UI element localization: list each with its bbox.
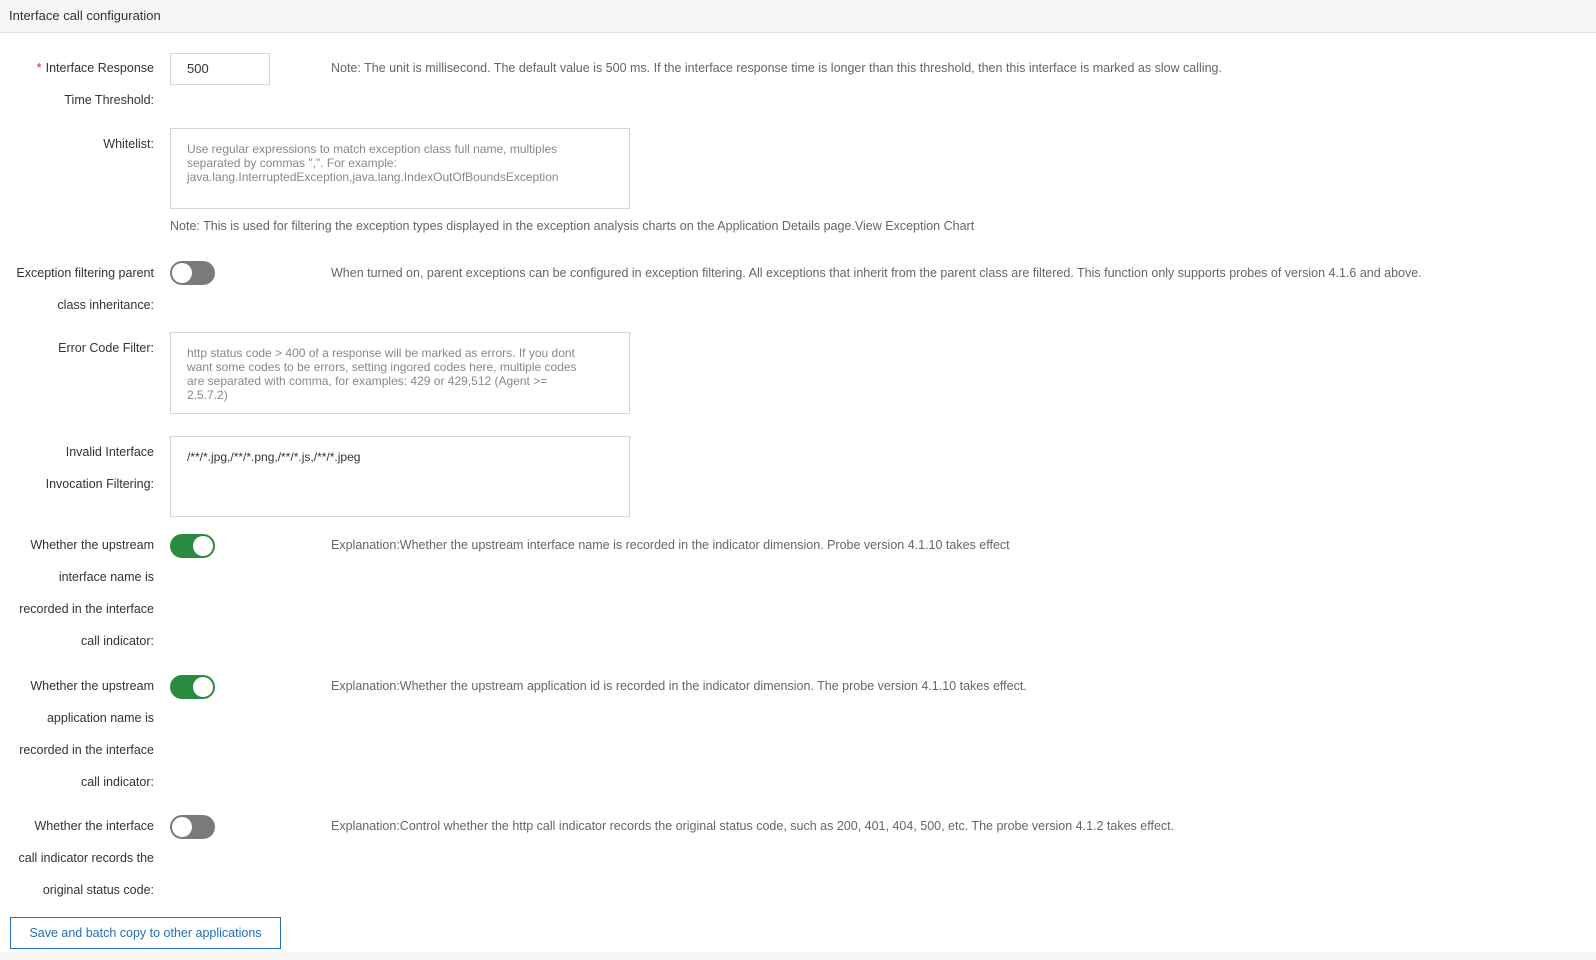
exception-inheritance-note: When turned on, parent exceptions can be configured in exception filtering. All exceptions that inherit from the parent class are filtered. This function only supports probes of version 4.1.6 and above. — [331, 266, 1422, 280]
invalid-interface-label: Invalid Interface Invocation Filtering: — [45, 445, 154, 491]
exception-inheritance-label: Exception filtering parent class inheritance: — [16, 266, 154, 312]
error-code-filter-label: Error Code Filter: — [58, 341, 154, 355]
upstream-interface-note: Explanation:Whether the upstream interface name is recorded in the indicator dimension. Probe version 4.1.10 takes effect — [331, 538, 1010, 552]
whitelist-placeholder-line: Use regular expressions to match exception class full name, multiples — [187, 142, 558, 156]
whitelist-textarea[interactable] — [170, 128, 630, 209]
panel-header — [0, 0, 1596, 33]
upstream-interface-toggle[interactable] — [170, 534, 215, 558]
required-mark: * — [36, 61, 42, 75]
upstream-interface-label: Whether the upstream interface name is recorded in the interface call indicator: — [19, 538, 154, 648]
upstream-application-toggle[interactable] — [170, 675, 215, 699]
original-status-code-label: Whether the interface call indicator records the original status code: — [18, 819, 154, 897]
toggle-knob — [193, 677, 213, 697]
invalid-interface-textarea[interactable] — [170, 436, 630, 517]
whitelist-note: Note: This is used for filtering the exception types displayed in the exception analysis charts on the Application Details page.View Exception Chart — [170, 219, 975, 233]
whitelist-label: Whitelist: — [103, 137, 154, 151]
bottom-divider — [0, 952, 1596, 960]
response-threshold-label: * Interface Response Time Threshold: — [36, 61, 154, 107]
toggle-knob — [172, 817, 192, 837]
panel-title: Interface call configuration — [9, 8, 161, 23]
response-threshold-input[interactable]: 500 — [170, 53, 270, 85]
error-code-filter-textarea[interactable]: http status code > 400 of a response will be marked as errors. If you dont want some codes to be errors, setting ingored codes here, multiple codes are separated with comma, for examples: 429 or 429,512 (Agent >= 2.5.7.2) — [170, 332, 630, 414]
original-status-code-note: Explanation:Control whether the http call indicator records the original status code, such as 200, 401, 404, 500, etc. The probe version 4.1.2 takes effect. — [331, 819, 1175, 833]
whitelist-placeholder-line: java.lang.InterruptedException,java.lang.IndexOutOfBoundsException — [187, 170, 559, 184]
invalid-interface-value: /**/*.jpg,/**/*.png,/**/*.js,/**/*.jpeg — [187, 450, 361, 464]
response-threshold-note: Note: The unit is millisecond. The default value is 500 ms. If the interface response time is longer than this threshold, then this interface is marked as slow calling. — [331, 61, 1222, 75]
upstream-application-label: Whether the upstream application name is recorded in the interface call indicator: — [19, 679, 154, 789]
original-status-code-toggle[interactable] — [170, 815, 215, 839]
upstream-application-note: Explanation:Whether the upstream application id is recorded in the indicator dimension. The probe version 4.1.10 takes effect. — [331, 679, 1027, 693]
save-and-batch-copy-button[interactable]: Save and batch copy to other applications — [10, 917, 281, 949]
whitelist-placeholder-line: separated by commas ",". For example: — [187, 156, 397, 170]
exception-inheritance-toggle[interactable] — [170, 261, 215, 285]
toggle-knob — [193, 536, 213, 556]
toggle-knob — [172, 263, 192, 283]
